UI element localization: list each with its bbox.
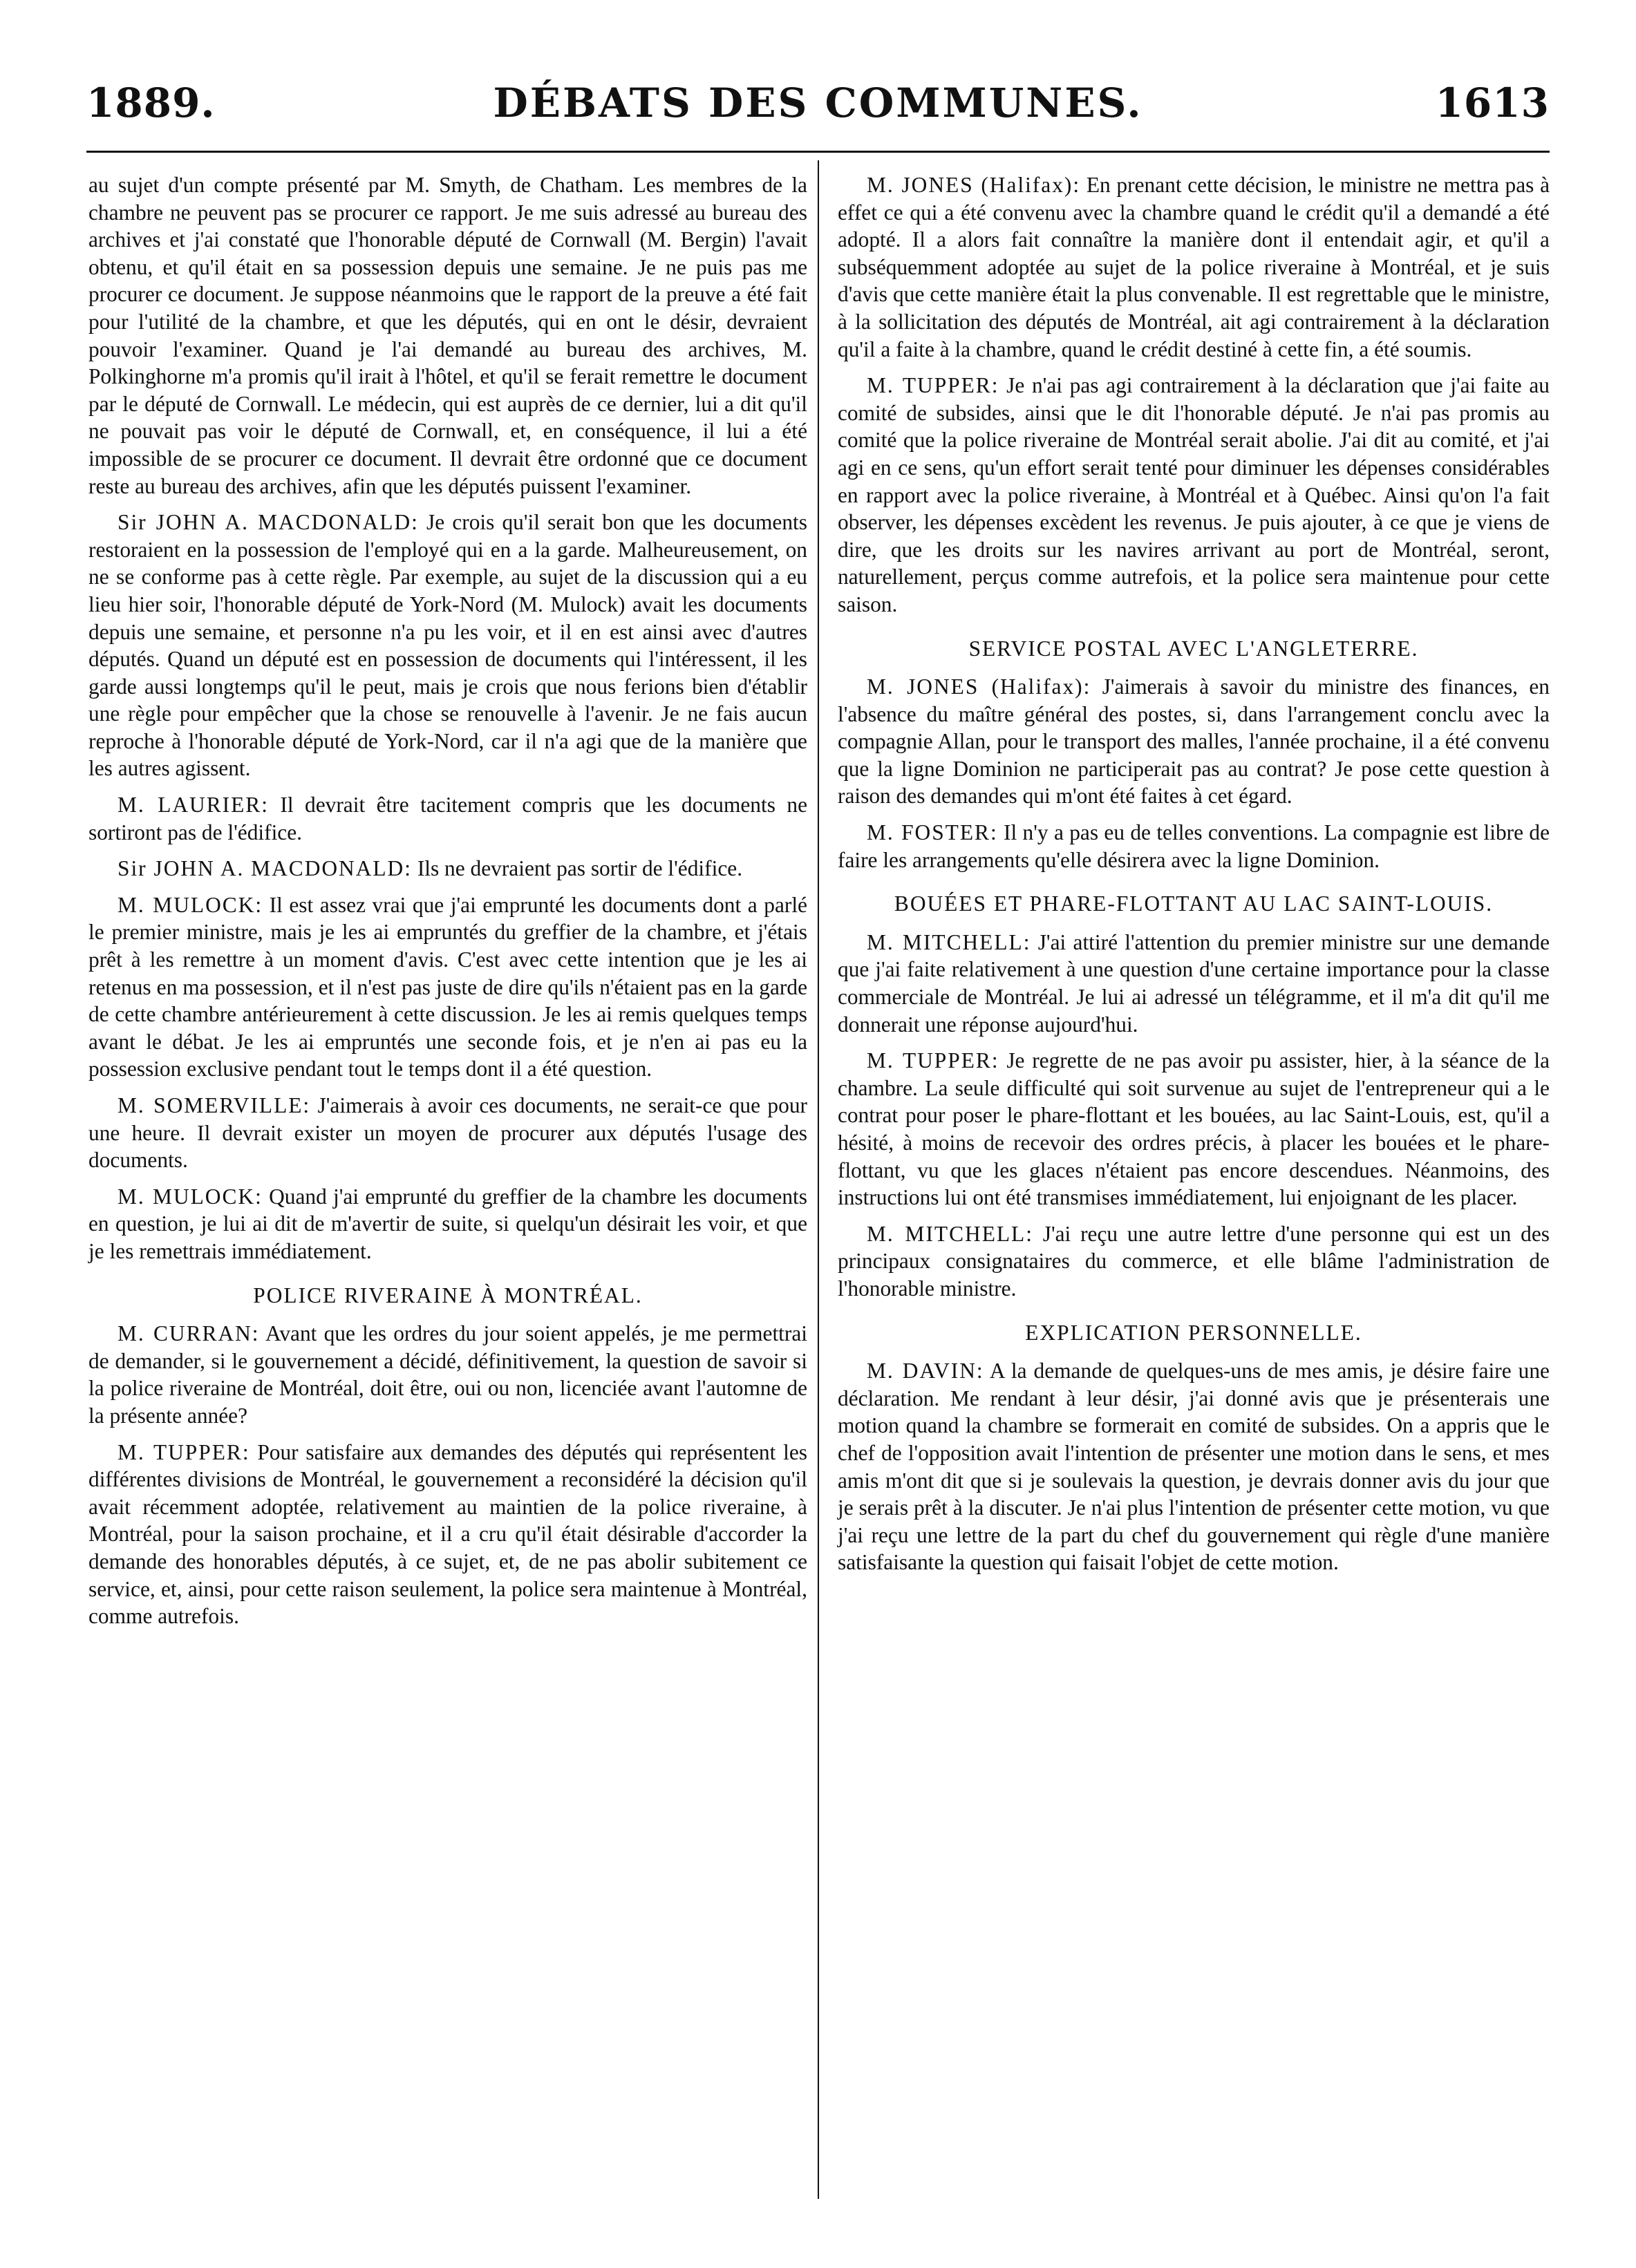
paragraph: M. JONES (Halifax): En prenant cette décision, le ministre ne mettra pas à effet ce qui a été convenu avec la chambre quand le crédit qu'il a demandé a été adopté. Il a alors fait connaître la manière dont il entendait agir, et qu'il a subséquemment adoptée au sujet de la police riveraine à Montréal, et je suis d'avis que cette manière était la plus convenable. Il est regrettable que le ministre, à la sollicitation des députés de Montréal, ait agi contrairement à la déclaration qu'il a faite à la chambre, quand le crédit destiné à cette fin, a été soumis. (838, 173, 1550, 361)
paragraph: M. MULOCK: Quand j'ai emprunté du greffier de la chambre les documents en question, je lui ai dit de m'avertir de suite, si quelqu'un désirait les voir, et que je les remettrais immédiatement. (88, 1184, 807, 1263)
paragraph: M. MITCHELL: J'ai reçu une autre lettre d'une personne qui est un des principaux consignataires du commerce, et elle blâme l'administration de l'honorable ministre. (838, 1221, 1550, 1301)
speaker-name: M. LAURIER: (117, 793, 269, 818)
paragraph: Sir JOHN A. MACDONALD: Ils ne devraient pas sortir de l'édifice. (117, 856, 743, 881)
speaker-name: M. TUPPER: (117, 1439, 250, 1464)
section-heading: BOUÉES ET PHARE-FLOTTANT AU LAC SAINT-LOUIS. (894, 891, 1494, 916)
paragraph: M. MULOCK: Il est assez vrai que j'ai emprunté les documents dont a parlé le premier ministre, mais je les ai empruntés du greffier de la chambre, et j'étais prêt à les remettre à un moment d'avis. C'est avec cette intention que je les ai retenus en ma possession, et il n'est pas juste de dire qu'ils n'étaient pas en la garde de cette chambre antérieurement à cette discussion. Je les ai remis quelques temps avant le débat. Je les ai empruntés une seconde fois, et je n'en ai pas eu la possession exclusive pendant tout le temps dont il a été question. (88, 892, 807, 1081)
section-heading: EXPLICATION PERSONNELLE. (1025, 1320, 1362, 1345)
speaker-name: M. SOMERVILLE: (117, 1093, 311, 1117)
paragraph: au sujet d'un compte présenté par M. Smyth, de Chatham. Les membres de la chambre ne peuvent pas se procurer ce rapport. Je me suis adressé au bureau des archives et j'ai constaté que l'honorable député de Cornwall (M. Bergin) l'avait obtenu, et qu'il était en sa possession depuis une semaine. Je ne puis pas me procurer ce document. Je suppose néanmoins que le rapport de la preuve a été fait pour l'utilité de la chambre, et que les députés, qui en ont le désir, devraient pouvoir l'examiner. Quand je l'ai demandé au bureau des archives, M. Polkinghorne m'a promis qu'il irait à l'hôtel, et qu'il se ferait remettre le document par le député de Cornwall. Le médecin, qui est auprès de ce dernier, lui a dit qu'il ne pouvait pas voir le député de Cornwall, et, en conséquence, il lui a été impossible de se procurer ce document. Il devrait être ordonné que ce document reste au bureau des archives, afin que les députés puissent l'examiner. (88, 173, 807, 498)
speaker-name: M. MITCHELL: (867, 1221, 1033, 1246)
speaker-name: M. MULOCK: (117, 1184, 263, 1209)
paragraph: M. FOSTER: Il n'y a pas eu de telles conventions. La compagnie est libre de faire les arrangements qu'elle désirera avec la ligne Dominion. (838, 820, 1550, 872)
paragraph: M. TUPPER: Je n'ai pas agi contrairement à la déclaration que j'ai faite au comité de subsides, ainsi que le dit l'honorable député. Je n'ai pas promis au comité que la police riveraine de Montréal serait abolie. J'ai dit au comité, et j'ai agi en ce sens, qu'un effort serait tenté pour diminuer les dépenses considérables en rapport avec la police riveraine, à Montréal et à Québec. Ainsi qu'on l'a fait observer, les dépenses excèdent les revenus. Je puis ajouter, à ce que je viens de dire, que les droits sur les navires arrivant au port de Montréal, seront, naturellement, perçus comme autrefois, et la police sera maintenue pour cette saison. (838, 373, 1550, 616)
paragraph: Sir JOHN A. MACDONALD: Je crois qu'il serait bon que les documents restoraient en la possession de l'employé qui en a la garde. Malheureusement, on ne se conforme pas à cette règle. Par exemple, au sujet de la discussion qui a eu lieu hier soir, l'honorable député de York-Nord (M. Mulock) avait les documents depuis une semaine, et personne n'a pu les voir, et il en est ainsi avec d'autres députés. Quand un député est en possession de documents qui l'intéressent, il les garde aussi longtemps qu'il le peut, mais je crois que nous ferions bien d'établir une règle pour empêcher que la chose se renouvelle à l'avenir. Je ne fais aucun reproche à l'honorable député de York-Nord, car il n'a agi que de la manière que les autres agissent. (88, 510, 807, 781)
speaker-name: M. JONES (Halifax): (867, 674, 1091, 699)
paragraph: M. SOMERVILLE: J'aimerais à avoir ces documents, ne serait-ce que pour une heure. Il devrait exister un moyen de procurer aux députés l'usage des documents. (88, 1093, 807, 1173)
speaker-name: M. TUPPER: (867, 373, 999, 398)
speaker-name: M. MULOCK: (117, 892, 263, 917)
left-column (88, 171, 807, 1639)
speaker-name: M. DAVIN: (867, 1359, 984, 1383)
header-page-number: 1613 (1435, 79, 1550, 126)
paragraph: M. JONES (Halifax): J'aimerais à savoir du ministre des finances, en l'absence du maître général des postes, si, dans l'arrangement conclu avec la compagnie Allan, pour le transport des malles, l'année prochaine, il a été convenu que la ligne Dominion ne participerait pas au contrat? Je pose cette question à raison des demandes qui m'ont été faites à cet égard. (838, 674, 1550, 809)
paragraph: M. DAVIN: A la demande de quelques-uns de mes amis, je désire faire une déclaration. Me rendant à leur désir, j'ai donné avis que je présenterais une motion quand la chambre se formerait en comité de subsides. On a appris que le chef de l'opposition avait l'intention de présenter une motion dans le sens, et mes amis m'ont dit que si je soulevais la question, je devrais donner avis du jour que je serais prêt à la discuter. Je n'ai plus l'intention de présenter cette motion, vu que j'ai reçu une lettre de la part du chef du gouvernement qui règle d'une manière satisfaisante la question qui faisait l'objet de cette motion. (838, 1359, 1550, 1575)
section-heading: POLICE RIVERAINE À MONTRÉAL. (253, 1283, 643, 1307)
paragraph: M. LAURIER: Il devrait être tacitement compris que les documents ne sortiront pas de l'édifice. (88, 793, 807, 844)
paragraph: M. MITCHELL: J'ai attiré l'attention du premier ministre sur une demande que j'ai faite relativement à une question d'une certaine importance pour la classe commerciale de Montréal. Je lui ai adressé un télégramme, et il m'a dit qu'il me donnerait une réponse aujourd'hui. (838, 929, 1550, 1037)
column-divider (818, 160, 819, 2199)
right-column (838, 171, 1550, 1585)
header-rule (86, 151, 1550, 153)
page-header (86, 79, 1550, 135)
section-heading: SERVICE POSTAL AVEC L'ANGLETERRE. (968, 636, 1419, 661)
speaker-name: Sir JOHN A. MACDONALD: (117, 856, 412, 881)
speaker-name: M. TUPPER: (867, 1048, 999, 1073)
paragraph: M. CURRAN: Avant que les ordres du jour soient appelés, je me permettrai de demander, si le gouvernement a décidé, définitivement, la question de savoir si la police riveraine de Montréal, doit être, oui ou non, licenciée avant l'automne de la présente année? (88, 1321, 807, 1428)
header-title: DÉBATS DES COMMUNES. (493, 79, 1143, 126)
header-year: 1889. (86, 79, 216, 126)
speaker-name: M. CURRAN: (117, 1321, 260, 1346)
speaker-name: M. MITCHELL: (867, 929, 1031, 954)
speaker-name: Sir JOHN A. MACDONALD: (117, 510, 419, 535)
paragraph: M. TUPPER: Je regrette de ne pas avoir pu assister, hier, à la séance de la chambre. La seule difficulté qui soit survenue au sujet de l'entrepreneur qui a le contrat pour poser le phare-flottant et les bouées, au lac Saint-Louis, est, qu'il a hésité, à moins de recevoir des ordres précis, à placer les bouées et le phare-flottant, vu que les glaces n'étaient pas encore descendues. Néanmoins, des instructions lui ont été transmises immédiatement, lui enjoignant de les placer. (838, 1048, 1550, 1210)
speaker-name: M. FOSTER: (867, 820, 998, 845)
speaker-name: M. JONES (Halifax): (867, 173, 1081, 197)
paragraph: M. TUPPER: Pour satisfaire aux demandes des députés qui représentent les différentes divisions de Montréal, le gouvernement a reconsidéré la décision qu'il avait récemment adoptée, relativement au maintien de la police riveraine, à Montréal, pour la saison prochaine, et il a cru qu'il était désirable d'accorder la demande des honorables députés, à ce sujet, et, de ne pas abolir subitement ce service, et, ainsi, pour cette raison seulement, la police sera maintenue à Montréal, comme autrefois. (88, 1439, 807, 1629)
